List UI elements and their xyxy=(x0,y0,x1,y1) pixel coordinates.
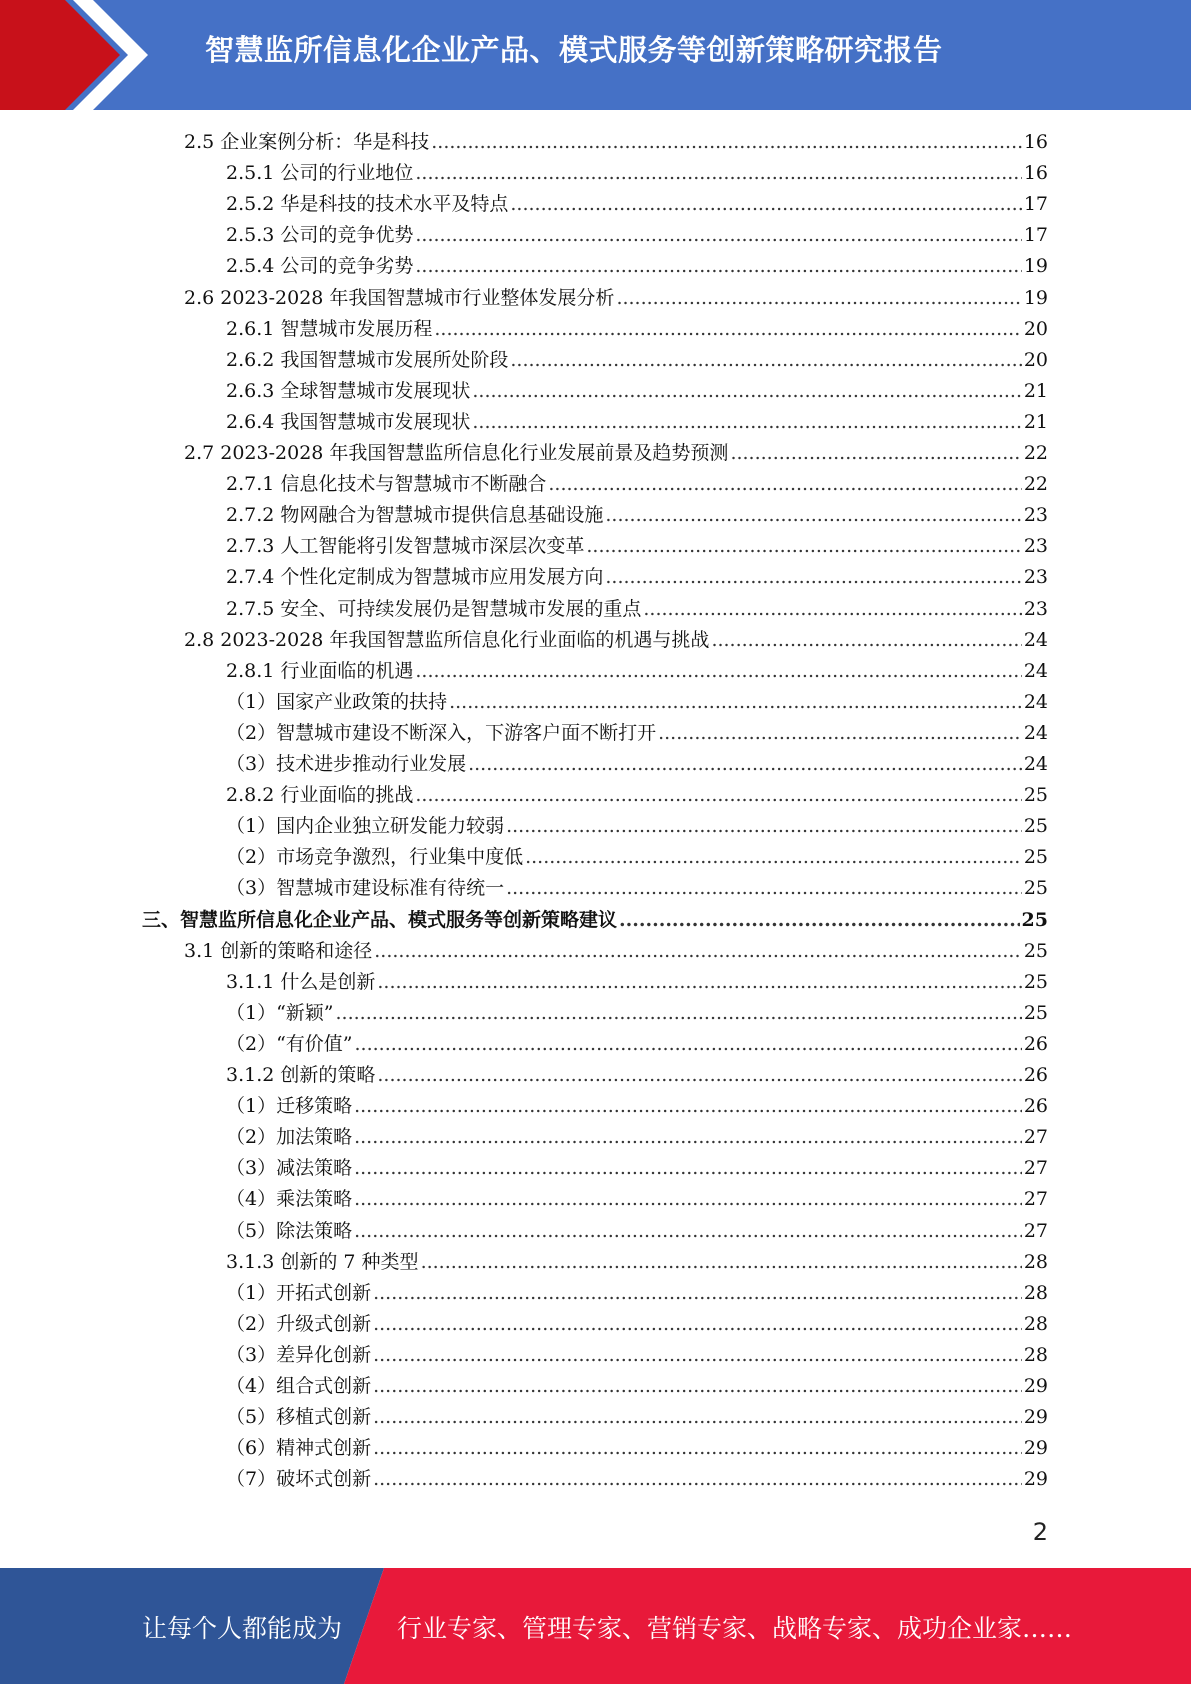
toc-entry-page: 26 xyxy=(1023,1032,1048,1055)
toc-leader-dots xyxy=(415,158,1021,189)
toc-entry-page: 24 xyxy=(1023,721,1048,744)
toc-entry-label: 2.6.2 我国智慧城市发展所处阶段 xyxy=(226,348,509,371)
toc-entry-label: （2）升级式创新 xyxy=(226,1312,372,1335)
toc-entry[interactable] xyxy=(226,1464,1048,1495)
toc-entry[interactable] xyxy=(142,905,1048,936)
toc-entry-label: 2.7.2 物网融合为智慧城市提供信息基础设施 xyxy=(226,504,604,527)
toc-leader-dots xyxy=(658,718,1022,749)
toc-entry-label: （5）除法策略 xyxy=(226,1219,353,1242)
toc-entry-page: 22 xyxy=(1023,442,1048,464)
toc-entry-page: 21 xyxy=(1023,410,1048,433)
toc-leader-dots xyxy=(605,562,1021,593)
toc-entry[interactable] xyxy=(226,1216,1048,1247)
toc-leader-dots xyxy=(373,1402,1022,1433)
toc-entry[interactable] xyxy=(226,1029,1048,1060)
toc-entry-label: 2.8.2 行业面临的挑战 xyxy=(226,784,414,807)
toc-entry[interactable] xyxy=(226,873,1048,904)
toc-entry-page: 19 xyxy=(1023,286,1048,309)
toc-entry-page: 25 xyxy=(1023,877,1048,900)
toc-entry[interactable] xyxy=(226,1091,1048,1122)
toc-leader-dots xyxy=(449,687,1022,718)
toc-entry[interactable] xyxy=(184,625,1048,656)
toc-entry[interactable] xyxy=(184,127,1048,158)
toc-leader-dots xyxy=(374,936,1022,967)
toc-leader-dots xyxy=(415,251,1021,282)
toc-entry-page: 28 xyxy=(1023,1312,1048,1335)
toc-entry-label: 2.5.3 公司的竞争优势 xyxy=(226,224,414,247)
toc-entry-page: 16 xyxy=(1023,131,1048,153)
toc-entry[interactable] xyxy=(226,1433,1048,1464)
toc-entry[interactable] xyxy=(226,1402,1048,1433)
toc-entry[interactable] xyxy=(226,314,1048,345)
toc-entry-label: 3.1.1 什么是创新 xyxy=(226,970,376,993)
toc-entry-page: 23 xyxy=(1023,566,1048,589)
toc-entry-page: 16 xyxy=(1023,162,1048,185)
toc-entry-label: 2.8 2023-2028 年我国智慧监所信息化行业面临的机遇与挑战 xyxy=(184,628,710,651)
toc-entry-label: （3）技术进步推动行业发展 xyxy=(226,753,467,775)
toc-entry[interactable] xyxy=(226,1122,1048,1153)
toc-entry-page: 19 xyxy=(1023,255,1048,278)
page-footer xyxy=(0,1568,1191,1684)
toc-entry-page: 17 xyxy=(1023,193,1048,216)
page-number: 2 xyxy=(1032,1518,1048,1546)
toc-leader-dots xyxy=(525,842,1022,873)
toc-entry[interactable] xyxy=(226,594,1048,625)
toc-entry-label: （3）智慧城市建设标准有待统一 xyxy=(226,877,505,900)
toc-entry-label: （4）乘法策略 xyxy=(226,1188,353,1211)
toc-entry-page: 28 xyxy=(1023,1281,1048,1304)
toc-entry[interactable] xyxy=(226,220,1048,251)
toc-entry-page: 25 xyxy=(1023,970,1048,993)
toc-leader-dots xyxy=(616,283,1021,314)
toc-entry-label: （2）市场竞争激烈，行业集中度低 xyxy=(226,846,524,869)
toc-entry[interactable] xyxy=(226,687,1048,718)
toc-entry-label: （2）加法策略 xyxy=(226,1126,353,1149)
toc-leader-dots xyxy=(605,500,1021,531)
toc-leader-dots xyxy=(619,905,1020,936)
toc-entry-page: 23 xyxy=(1023,504,1048,527)
toc-leader-dots xyxy=(431,127,1022,158)
toc-entry-page: 26 xyxy=(1023,1095,1048,1118)
toc-entry-page: 27 xyxy=(1023,1219,1048,1242)
toc-entry-page: 24 xyxy=(1023,628,1048,651)
toc-entry-label: 三、智慧监所信息化企业产品、模式服务等创新策略建议 xyxy=(142,908,618,931)
toc-entry-label: 2.5.1 公司的行业地位 xyxy=(226,162,414,185)
toc-entry-label: 3.1 创新的策略和途径 xyxy=(184,939,373,962)
toc-entry[interactable] xyxy=(226,158,1048,189)
toc-entry[interactable] xyxy=(226,656,1048,687)
toc-leader-dots xyxy=(354,1091,1022,1122)
toc-entry-page: 20 xyxy=(1023,348,1048,371)
toc-leader-dots xyxy=(373,1278,1022,1309)
toc-entry[interactable] xyxy=(226,1278,1048,1309)
toc-entry[interactable] xyxy=(226,531,1048,562)
toc-leader-dots xyxy=(643,594,1021,625)
toc-leader-dots xyxy=(377,967,1021,998)
toc-entry-label: 2.7.4 个性化定制成为智慧城市应用发展方向 xyxy=(226,566,604,589)
toc-leader-dots xyxy=(510,345,1021,376)
toc-entry[interactable] xyxy=(226,780,1048,811)
toc-entry-label: （1）“新颖” xyxy=(226,1001,334,1024)
toc-entry-page: 24 xyxy=(1023,690,1048,713)
toc-entry-page: 25 xyxy=(1023,1001,1048,1024)
toc-leader-dots xyxy=(434,314,1021,345)
toc-entry-page: 27 xyxy=(1023,1126,1048,1149)
toc-entry-page: 29 xyxy=(1023,1437,1048,1460)
toc-entry[interactable] xyxy=(184,438,1048,469)
toc-leader-dots xyxy=(472,407,1021,438)
toc-entry-page: 23 xyxy=(1023,535,1048,558)
toc-leader-dots xyxy=(468,749,1022,780)
footer-slogan-left: 让每个人都能成为 xyxy=(142,1614,343,1643)
toc-entry-page: 24 xyxy=(1023,659,1048,682)
header-arrow-icon xyxy=(0,0,150,110)
toc-entry-label: 2.6.1 智慧城市发展历程 xyxy=(226,317,433,340)
toc-entry-label: （5）移植式创新 xyxy=(226,1406,372,1429)
toc-entry-page: 26 xyxy=(1023,1064,1048,1086)
toc-entry[interactable] xyxy=(226,189,1048,220)
toc-entry-label: （1）国家产业政策的扶持 xyxy=(226,690,448,713)
toc-leader-dots xyxy=(711,625,1021,656)
toc-entry-page: 29 xyxy=(1023,1406,1048,1429)
toc-entry[interactable] xyxy=(226,500,1048,531)
toc-leader-dots xyxy=(373,1433,1022,1464)
toc-entry[interactable] xyxy=(226,1309,1048,1340)
toc-entry[interactable] xyxy=(226,407,1048,438)
toc-entry-label: 3.1.3 创新的 7 种类型 xyxy=(226,1250,419,1273)
toc-leader-dots xyxy=(354,1216,1022,1247)
toc-entry-page: 29 xyxy=(1023,1468,1048,1491)
toc-leader-dots xyxy=(373,1371,1022,1402)
toc-entry-page: 21 xyxy=(1023,379,1048,402)
toc-entry-page: 25 xyxy=(1021,908,1048,931)
toc-leader-dots xyxy=(373,1309,1022,1340)
toc-entry-label: 2.5 企业案例分析：华是科技 xyxy=(184,131,430,153)
toc-leader-dots xyxy=(421,1247,1022,1278)
toc-entry-page: 24 xyxy=(1023,753,1048,775)
toc-leader-dots xyxy=(548,469,1021,500)
toc-entry-label: （6）精神式创新 xyxy=(226,1437,372,1460)
toc-entry[interactable] xyxy=(226,562,1048,593)
toc-leader-dots xyxy=(506,873,1022,904)
toc-entry-page: 25 xyxy=(1023,939,1048,962)
toc-entry[interactable] xyxy=(226,469,1048,500)
toc-entry-label: （2）“有价值” xyxy=(226,1032,353,1055)
toc-leader-dots xyxy=(730,438,1021,469)
toc-entry-label: （3）减法策略 xyxy=(226,1157,353,1180)
toc-entry-page: 29 xyxy=(1023,1375,1048,1397)
toc-entry-page: 23 xyxy=(1023,597,1048,620)
toc-leader-dots xyxy=(510,189,1021,220)
toc-entry[interactable] xyxy=(226,1153,1048,1184)
toc-entry[interactable] xyxy=(226,345,1048,376)
toc-entry-page: 17 xyxy=(1023,224,1048,247)
toc-entry-label: 2.6 2023-2028 年我国智慧城市行业整体发展分析 xyxy=(184,286,615,309)
toc-leader-dots xyxy=(415,780,1021,811)
toc-entry[interactable] xyxy=(184,283,1048,314)
toc-leader-dots xyxy=(415,656,1021,687)
toc-entry[interactable] xyxy=(226,1060,1048,1091)
toc-leader-dots xyxy=(354,1153,1022,1184)
toc-entry-label: （3）差异化创新 xyxy=(226,1343,372,1366)
toc-entry-page: 20 xyxy=(1023,317,1048,340)
toc-entry-label: （2）智慧城市建设不断深入，下游客户面不断打开 xyxy=(226,721,657,744)
toc-leader-dots xyxy=(373,1464,1022,1495)
toc-entry-label: 3.1.2 创新的策略 xyxy=(226,1064,376,1086)
toc-entry[interactable] xyxy=(226,718,1048,749)
toc-leader-dots xyxy=(472,376,1021,407)
toc-entry[interactable] xyxy=(226,251,1048,282)
toc-leader-dots xyxy=(415,220,1021,251)
toc-entry[interactable] xyxy=(226,1340,1048,1371)
toc-entry-label: 2.6.4 我国智慧城市发展现状 xyxy=(226,410,471,433)
toc-entry-label: （1）迁移策略 xyxy=(226,1095,353,1118)
toc-entry-page: 28 xyxy=(1023,1343,1048,1366)
toc-entry-page: 25 xyxy=(1023,815,1048,838)
toc-entry-label: （1）国内企业独立研发能力较弱 xyxy=(226,815,505,838)
toc-entry[interactable] xyxy=(226,1371,1048,1402)
toc-entry[interactable] xyxy=(226,1247,1048,1278)
toc-entry-label: 2.7.1 信息化技术与智慧城市不断融合 xyxy=(226,473,547,496)
toc-entry[interactable] xyxy=(226,811,1048,842)
toc-entry-page: 22 xyxy=(1023,473,1048,496)
toc-entry[interactable] xyxy=(226,842,1048,873)
toc-leader-dots xyxy=(586,531,1021,562)
toc-entry-label: 2.7.5 安全、可持续发展仍是智慧城市发展的重点 xyxy=(226,597,642,620)
page-header xyxy=(0,0,1191,110)
toc-entry[interactable] xyxy=(184,936,1048,967)
toc-leader-dots xyxy=(373,1340,1022,1371)
toc-leader-dots xyxy=(336,998,1022,1029)
toc-entry-page: 25 xyxy=(1023,784,1048,807)
toc-entry-label: 2.8.1 行业面临的机遇 xyxy=(226,659,414,682)
footer-slogan-right: 行业专家、管理专家、营销专家、战略专家、成功企业家…… xyxy=(397,1614,1073,1643)
toc-entry[interactable] xyxy=(226,749,1048,780)
toc-leader-dots xyxy=(506,811,1022,842)
toc-leader-dots xyxy=(355,1029,1022,1060)
toc-entry-page: 27 xyxy=(1023,1157,1048,1180)
toc-entry-label: （1）开拓式创新 xyxy=(226,1281,372,1304)
toc-entry-page: 28 xyxy=(1023,1250,1048,1273)
toc-entry-label: （4）组合式创新 xyxy=(226,1375,372,1397)
toc-entry-label: 2.7 2023-2028 年我国智慧监所信息化行业发展前景及趋势预测 xyxy=(184,442,729,464)
toc-entry-label: （7）破坏式创新 xyxy=(226,1468,372,1491)
toc-entry-page: 25 xyxy=(1023,846,1048,869)
report-title: 智慧监所信息化企业产品、模式服务等创新策略研究报告 xyxy=(205,33,943,67)
toc-entry-page: 27 xyxy=(1023,1188,1048,1211)
toc-leader-dots xyxy=(354,1184,1022,1215)
toc-entry[interactable] xyxy=(226,1184,1048,1215)
toc-entry[interactable] xyxy=(226,998,1048,1029)
toc-entry[interactable] xyxy=(226,376,1048,407)
toc-leader-dots xyxy=(377,1060,1021,1091)
toc-entry-label: 2.6.3 全球智慧城市发展现状 xyxy=(226,379,471,402)
toc-entry-label: 2.7.3 人工智能将引发智慧城市深层次变革 xyxy=(226,535,585,558)
toc-entry-label: 2.5.4 公司的竞争劣势 xyxy=(226,255,414,278)
toc-entry[interactable] xyxy=(226,967,1048,998)
toc-entry-label: 2.5.2 华是科技的技术水平及特点 xyxy=(226,193,509,216)
toc-leader-dots xyxy=(354,1122,1022,1153)
